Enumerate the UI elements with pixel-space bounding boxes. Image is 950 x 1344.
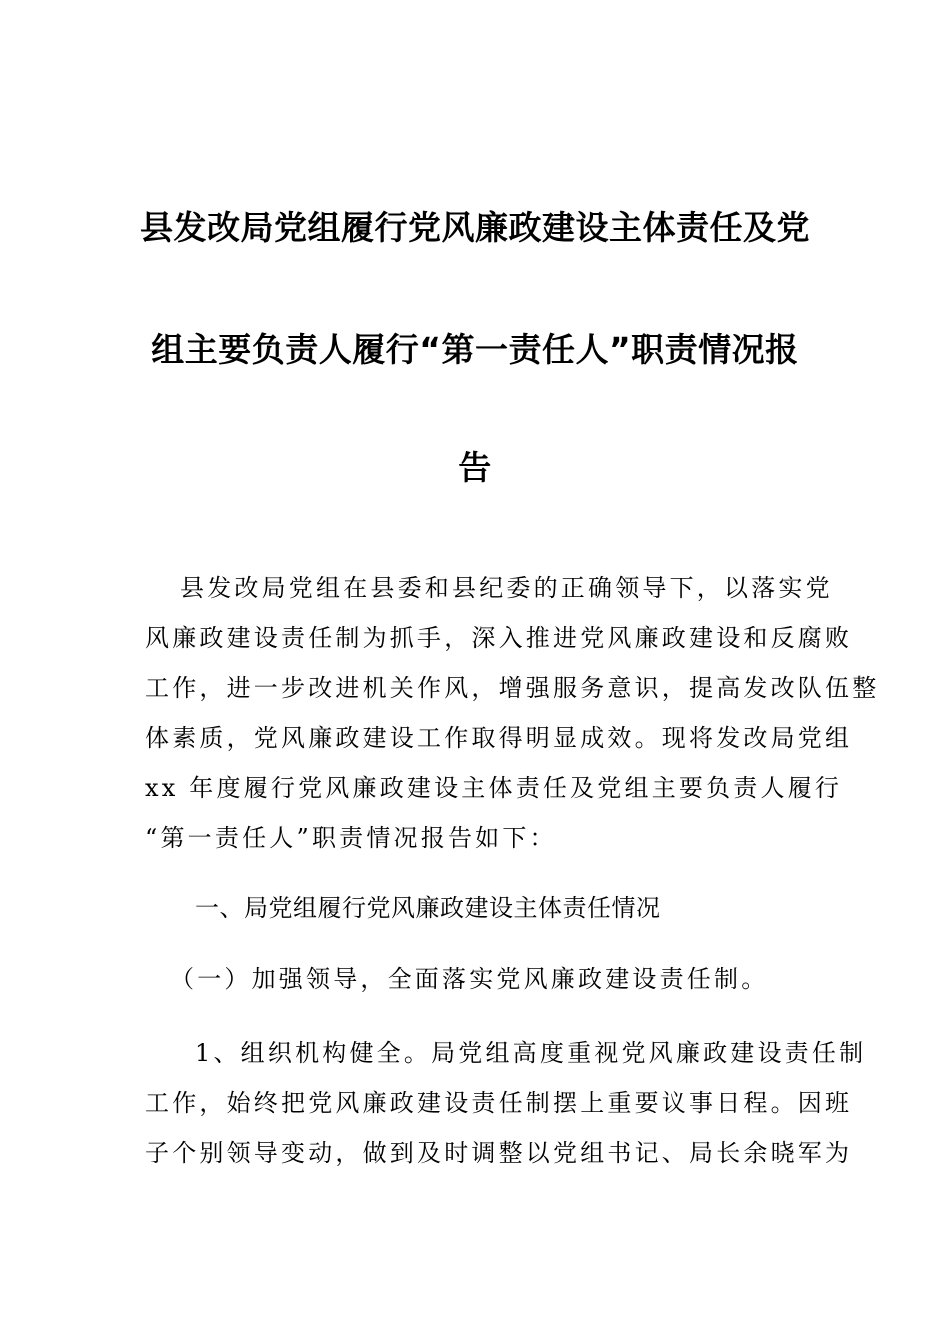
item1-line-1: 1、组织机构健全。局党组高度重视党风廉政建设责任制 (195, 1039, 867, 1067)
item1-line-2: 工作，始终把党风廉政建设责任制摆上重要议事日程。因班 (145, 1089, 853, 1117)
item1-line-3: 子个别领导变动，做到及时调整以党组书记、局长余晓军为 (145, 1139, 853, 1167)
subsection-heading: （一）加强领导，全面落实党风廉政建设责任制。 (170, 965, 769, 993)
intro-line-3: 工作，进一步改进机关作风，增强服务意识，提高发改队伍整 (145, 674, 880, 702)
intro-line-6: “第一责任人”职责情况报告如下： (145, 824, 557, 852)
intro-line-2: 风廉政建设责任制为抓手，深入推进党风廉政建设和反腐败 (145, 624, 853, 652)
document-title-line-2: 组主要负责人履行“第一责任人”职责情况报 (151, 330, 799, 369)
document-title-line-1: 县发改局党组履行党风廉政建设主体责任及党 (140, 208, 810, 247)
document-title-line-3: 告 (458, 448, 492, 487)
intro-line-4: 体素质，党风廉政建设工作取得明显成效。现将发改局党组 (145, 724, 853, 752)
section-heading: 一、局党组履行党风廉政建设主体责任情况 (195, 894, 661, 922)
intro-line-1: 县发改局党组在县委和县纪委的正确领导下，以落实党 (180, 574, 833, 602)
intro-line-5: xx 年度履行党风廉政建设主体责任及党组主要负责人履行 (145, 774, 843, 802)
